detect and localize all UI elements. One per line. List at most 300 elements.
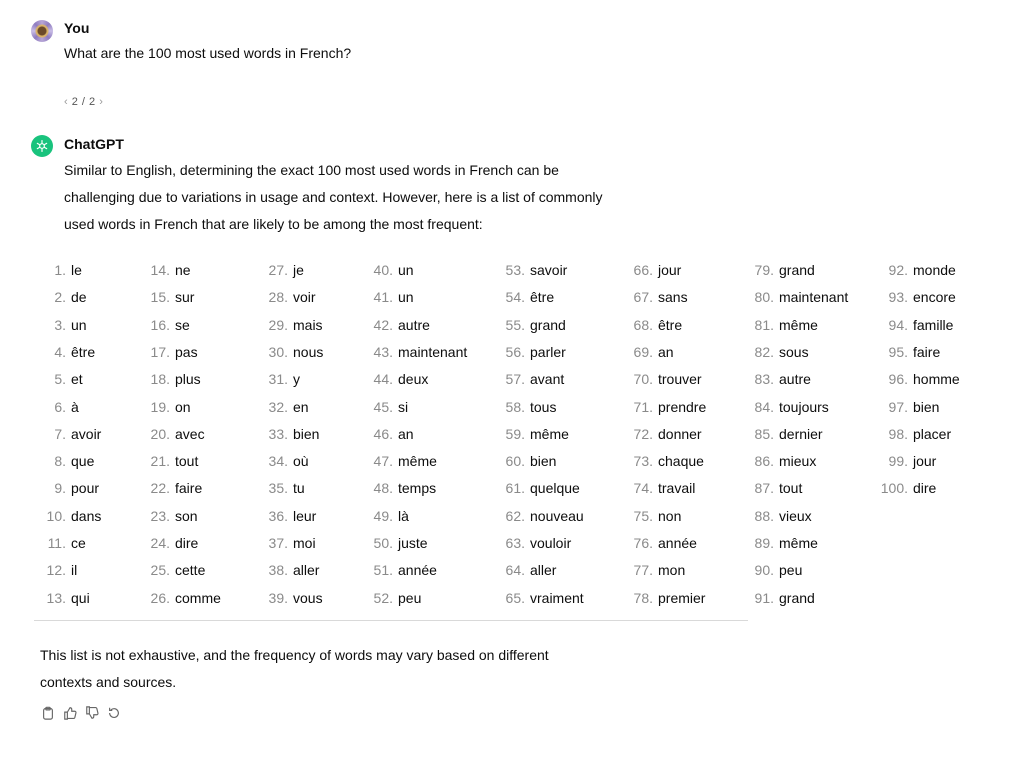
word-text: où (293, 453, 309, 470)
word-text: jour (913, 453, 937, 470)
word-text: en (293, 398, 309, 415)
word-text: je (293, 262, 304, 278)
word-list-item (34, 342, 95, 362)
word-rank: 26. (150, 589, 170, 606)
word-list-item (34, 397, 79, 417)
chevron-left-icon[interactable]: ‹ (64, 96, 69, 108)
word-list-item (118, 533, 198, 553)
message-actions (40, 705, 122, 721)
word-text: cette (175, 562, 206, 579)
word-list-item (34, 315, 87, 335)
word-list-item (34, 478, 99, 498)
word-list-item (118, 260, 191, 280)
word-list-item (118, 342, 198, 362)
assistant-intro (64, 157, 603, 238)
outro-line: contexts and sources. (40, 674, 177, 690)
word-list-item (355, 397, 408, 417)
word-rank: 53. (505, 262, 525, 278)
word-list-item (355, 506, 409, 526)
word-text: tous (530, 398, 557, 415)
word-text: grand (530, 316, 566, 333)
word-rank: 45. (373, 398, 393, 415)
word-text: monde (913, 262, 956, 278)
chevron-right-icon[interactable]: › (99, 96, 104, 108)
word-rank: 83. (754, 371, 774, 388)
word-text: nous (293, 343, 324, 360)
chatgpt-logo-icon (31, 135, 53, 157)
word-text: aller (293, 562, 320, 579)
regenerate-icon[interactable] (106, 705, 122, 721)
word-list-item (250, 533, 316, 553)
word-list-item (355, 287, 414, 307)
assistant-outro (40, 642, 549, 696)
word-text: tout (175, 453, 199, 470)
word-text: un (398, 262, 414, 278)
row-separator (34, 620, 124, 621)
word-text: tout (779, 480, 803, 497)
word-text: bien (530, 453, 557, 470)
word-list-item (485, 287, 554, 307)
word-list-item (615, 342, 674, 362)
word-text: et (71, 371, 83, 388)
word-text: là (398, 507, 409, 524)
word-rank: 50. (373, 535, 393, 551)
word-rank: 12. (46, 562, 66, 579)
word-rank: 80. (754, 289, 774, 306)
word-rank: 71. (633, 398, 653, 415)
word-text: vous (293, 589, 323, 606)
word-rank: 78. (633, 589, 653, 606)
word-text: peu (779, 562, 803, 579)
word-text: ce (71, 535, 86, 551)
word-text: premier (658, 589, 706, 606)
row-separator (118, 620, 250, 621)
word-list-item (118, 478, 202, 498)
word-text: bien (293, 425, 320, 442)
word-list-item (34, 260, 82, 280)
outro-line: This list is not exhaustive, and the frequency of words may vary based on different (40, 647, 549, 663)
word-list-item (742, 369, 811, 389)
word-rank: 69. (633, 343, 653, 360)
word-list-item (860, 424, 951, 444)
word-text: chaque (658, 453, 704, 470)
word-text: voir (293, 289, 316, 306)
word-rank: 23. (150, 507, 170, 524)
word-text: être (71, 343, 96, 360)
word-list-item (355, 342, 467, 362)
word-list-item (615, 560, 685, 580)
word-text: avant (530, 371, 565, 388)
thumbs-up-icon[interactable] (62, 705, 78, 721)
copy-icon[interactable] (40, 705, 56, 721)
word-rank: 96. (888, 371, 908, 388)
word-text: tu (293, 480, 305, 497)
word-text: savoir (530, 262, 568, 278)
word-list-item (355, 369, 428, 389)
word-list-item (485, 260, 567, 280)
word-rank: 64. (505, 562, 525, 579)
word-list-item (742, 533, 818, 553)
word-list-item (742, 588, 815, 608)
word-list-item (250, 369, 300, 389)
word-list-item (118, 287, 194, 307)
word-list-item (485, 424, 569, 444)
word-list-item (250, 451, 309, 471)
word-text: même (779, 316, 818, 333)
word-list-item (615, 506, 681, 526)
word-rank: 86. (754, 453, 774, 470)
word-rank: 60. (505, 453, 525, 470)
word-list-item (250, 560, 319, 580)
word-text: avec (175, 425, 205, 442)
word-rank: 24. (150, 535, 170, 551)
word-list-item (485, 506, 584, 526)
word-text: dire (175, 535, 199, 551)
word-rank: 16. (150, 316, 170, 333)
word-text: vraiment (530, 589, 584, 606)
assistant-name: ChatGPT (64, 136, 124, 152)
word-rank: 99. (888, 453, 908, 470)
word-list-item (485, 588, 584, 608)
word-text: se (175, 316, 190, 333)
word-text: placer (913, 425, 952, 442)
word-text: autre (779, 371, 811, 388)
word-rank: 77. (633, 562, 653, 579)
word-list-item (250, 315, 323, 335)
word-rank: 57. (505, 371, 525, 388)
row-separator (485, 620, 615, 621)
word-rank: 28. (268, 289, 288, 306)
word-text: pas (175, 343, 198, 360)
user-avatar (31, 20, 53, 42)
word-text: leur (293, 507, 317, 524)
word-rank: 95. (888, 343, 908, 360)
word-list-item (860, 342, 940, 362)
word-rank: 3. (54, 316, 66, 333)
word-rank: 90. (754, 562, 774, 579)
word-rank: 2. (54, 289, 66, 306)
word-text: peu (398, 589, 422, 606)
word-rank: 42. (373, 316, 393, 333)
word-list-item (355, 588, 421, 608)
word-rank: 68. (633, 316, 653, 333)
word-text: un (398, 289, 414, 306)
word-rank: 32. (268, 398, 288, 415)
word-text: mon (658, 562, 686, 579)
word-rank: 73. (633, 453, 653, 470)
word-rank: 85. (754, 425, 774, 442)
word-list-item (485, 533, 571, 553)
word-rank: 55. (505, 316, 525, 333)
word-text: maintenant (779, 289, 849, 306)
word-rank: 98. (888, 425, 908, 442)
word-list-item (615, 260, 681, 280)
word-rank: 41. (373, 289, 393, 306)
word-list-item (615, 397, 706, 417)
word-text: plus (175, 371, 201, 388)
word-rank: 29. (268, 316, 288, 333)
word-rank: 93. (888, 289, 908, 306)
word-list-item (860, 315, 953, 335)
word-rank: 9. (54, 480, 66, 497)
word-rank: 39. (268, 589, 288, 606)
word-text: dernier (779, 425, 823, 442)
word-list-item (742, 342, 809, 362)
word-list-item (250, 260, 304, 280)
word-rank: 19. (150, 398, 170, 415)
word-list-item (250, 506, 316, 526)
word-list-item (118, 424, 205, 444)
word-rank: 100. (880, 480, 908, 497)
word-list-item (118, 560, 205, 580)
word-rank: 52. (373, 589, 393, 606)
word-text: parler (530, 343, 566, 360)
word-rank: 84. (754, 398, 774, 415)
word-rank: 20. (150, 425, 170, 442)
word-list-item (250, 424, 319, 444)
word-rank: 18. (150, 371, 170, 388)
word-list-item (860, 369, 960, 389)
word-text: grand (779, 262, 815, 278)
intro-line: challenging due to variations in usage and context. However, here is a list of commonly (64, 189, 603, 205)
word-text: année (658, 535, 697, 551)
word-list-item (355, 315, 430, 335)
word-rank: 48. (373, 480, 393, 497)
user-name: You (64, 20, 90, 36)
word-text: mais (293, 316, 323, 333)
word-text: faire (913, 343, 941, 360)
word-list-item (485, 315, 566, 335)
word-rank: 51. (373, 562, 393, 579)
word-list-item (355, 478, 436, 498)
word-rank: 4. (54, 343, 66, 360)
word-text: an (398, 425, 414, 442)
row-separator (355, 620, 485, 621)
word-rank: 1. (54, 262, 66, 278)
word-text: on (175, 398, 191, 415)
word-list-item (742, 478, 802, 498)
word-text: même (398, 453, 437, 470)
word-text: vieux (779, 507, 812, 524)
word-rank: 92. (888, 262, 908, 278)
word-rank: 72. (633, 425, 653, 442)
word-list-item (118, 397, 191, 417)
word-rank: 10. (46, 507, 66, 524)
word-text: autre (398, 316, 430, 333)
word-list-item (860, 397, 939, 417)
word-list-item (118, 451, 198, 471)
word-text: encore (913, 289, 956, 306)
row-separator (250, 620, 355, 621)
word-rank: 6. (54, 398, 66, 415)
word-rank: 66. (633, 262, 653, 278)
word-rank: 62. (505, 507, 525, 524)
word-rank: 94. (888, 316, 908, 333)
word-rank: 17. (150, 343, 170, 360)
word-rank: 74. (633, 480, 653, 497)
word-list-item (118, 506, 198, 526)
word-list-item (485, 342, 566, 362)
word-rank: 22. (150, 480, 170, 497)
word-text: un (71, 316, 87, 333)
thumbs-down-icon[interactable] (84, 705, 100, 721)
word-text: travail (658, 480, 696, 497)
word-rank: 38. (268, 562, 288, 579)
word-list-item (742, 287, 848, 307)
word-rank: 47. (373, 453, 393, 470)
word-text: vouloir (530, 535, 572, 551)
word-list-item (485, 369, 564, 389)
word-text: ne (175, 262, 191, 278)
word-rank: 89. (754, 535, 774, 551)
word-text: être (530, 289, 555, 306)
word-text: il (71, 562, 78, 579)
word-list-item (860, 451, 936, 471)
word-text: le (71, 262, 82, 278)
word-text: donner (658, 425, 702, 442)
word-rank: 31. (268, 371, 288, 388)
word-rank: 59. (505, 425, 525, 442)
word-list-item (34, 451, 94, 471)
word-list-item (355, 533, 428, 553)
word-rank: 44. (373, 371, 393, 388)
word-text: non (658, 507, 682, 524)
word-list-item (355, 451, 437, 471)
user-message: What are the 100 most used words in French? (64, 45, 352, 61)
word-text: dire (913, 480, 937, 497)
word-rank: 67. (633, 289, 653, 306)
word-rank: 46. (373, 425, 393, 442)
word-rank: 65. (505, 589, 525, 606)
word-rank: 5. (54, 371, 66, 388)
word-text: son (175, 507, 198, 524)
word-rank: 91. (754, 589, 774, 606)
word-text: si (398, 398, 409, 415)
word-list-item (355, 560, 437, 580)
word-text: bien (913, 398, 940, 415)
word-rank: 40. (373, 262, 393, 278)
word-text: trouver (658, 371, 702, 388)
word-rank: 49. (373, 507, 393, 524)
word-list-item (615, 369, 702, 389)
word-text: moi (293, 535, 316, 551)
word-list-item (34, 369, 83, 389)
word-list-item (742, 424, 823, 444)
word-list-item (34, 506, 101, 526)
word-rank: 37. (268, 535, 288, 551)
word-list-item (250, 342, 323, 362)
word-text: qui (71, 589, 90, 606)
word-rank: 97. (888, 398, 908, 415)
word-list-item (485, 397, 556, 417)
word-rank: 43. (373, 343, 393, 360)
word-list-item (118, 315, 190, 335)
word-list-item (250, 588, 323, 608)
word-rank: 61. (505, 480, 525, 497)
intro-line: used words in French that are likely to be among the most frequent: (64, 216, 483, 232)
word-text: être (658, 316, 683, 333)
word-rank: 75. (633, 507, 653, 524)
word-rank: 34. (268, 453, 288, 470)
word-text: temps (398, 480, 437, 497)
word-list-item (250, 478, 305, 498)
response-pager (64, 96, 103, 108)
word-text: à (71, 398, 79, 415)
word-list-item (250, 287, 316, 307)
word-rank: 58. (505, 398, 525, 415)
word-rank: 76. (633, 535, 653, 551)
word-rank: 81. (754, 316, 774, 333)
word-text: juste (398, 535, 428, 551)
word-rank: 70. (633, 371, 653, 388)
word-list-item (742, 451, 816, 471)
word-text: famille (913, 316, 954, 333)
word-text: même (530, 425, 569, 442)
word-rank: 88. (754, 507, 774, 524)
word-rank: 82. (754, 343, 774, 360)
word-list-item (615, 315, 682, 335)
word-rank: 7. (54, 425, 66, 442)
word-rank: 30. (268, 343, 288, 360)
word-list-item (118, 369, 201, 389)
word-text: de (71, 289, 87, 306)
word-list-item (742, 560, 802, 580)
word-text: y (293, 371, 300, 388)
word-rank: 35. (268, 480, 288, 497)
row-separator (615, 620, 748, 621)
word-text: maintenant (398, 343, 468, 360)
word-rank: 25. (150, 562, 170, 579)
word-rank: 36. (268, 507, 288, 524)
word-text: nouveau (530, 507, 584, 524)
word-rank: 33. (268, 425, 288, 442)
word-list-item (250, 397, 309, 417)
word-list-item (485, 451, 556, 471)
word-text: sans (658, 289, 688, 306)
word-text: année (398, 562, 437, 579)
word-list-item (34, 287, 87, 307)
word-text: aller (530, 562, 557, 579)
word-text: prendre (658, 398, 707, 415)
word-rank: 87. (754, 480, 774, 497)
word-list-item (742, 397, 829, 417)
word-rank: 14. (150, 262, 170, 278)
word-text: dans (71, 507, 102, 524)
word-list-item (860, 260, 956, 280)
word-text: an (658, 343, 674, 360)
word-text: même (779, 535, 818, 551)
word-text: grand (779, 589, 815, 606)
word-text: pour (71, 480, 100, 497)
word-list-item (34, 560, 77, 580)
word-list-item (355, 424, 414, 444)
word-list-item (355, 260, 414, 280)
word-rank: 63. (505, 535, 525, 551)
word-rank: 54. (505, 289, 525, 306)
word-list-item (485, 478, 580, 498)
word-text: deux (398, 371, 429, 388)
word-text: faire (175, 480, 203, 497)
word-list-item (34, 588, 90, 608)
word-text: comme (175, 589, 221, 606)
word-rank: 11. (47, 535, 66, 551)
word-rank: 79. (754, 262, 774, 278)
word-text: quelque (530, 480, 580, 497)
word-list-item (615, 424, 702, 444)
word-list-item (742, 506, 812, 526)
word-text: jour (658, 262, 682, 278)
word-rank: 21. (150, 453, 170, 470)
